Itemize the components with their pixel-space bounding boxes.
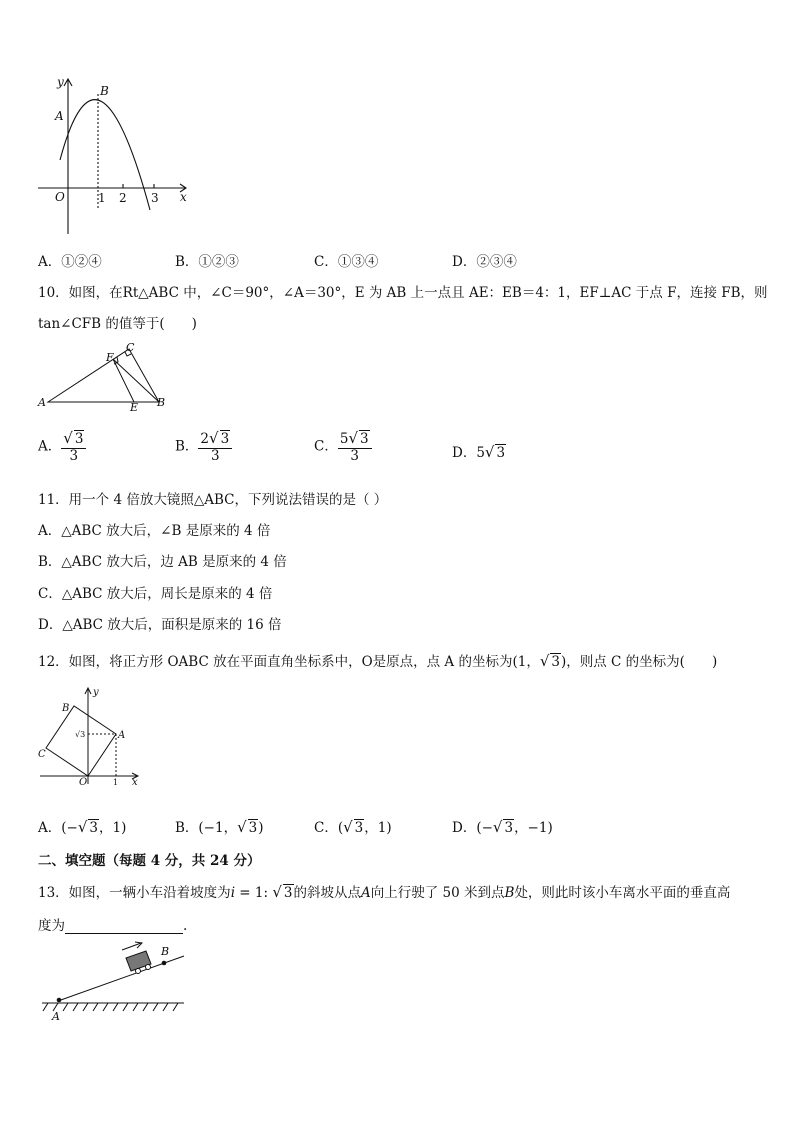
q9-label-b: B <box>100 84 109 98</box>
q12-option-b: B．(−1，√ 3) <box>175 818 264 836</box>
q9-label-y: y <box>57 75 64 89</box>
q12-stem: 12．如图，将正方形 OABC 放在平面直角坐标系中，O是原点，点 A 的坐标为(1，√ 3)，则点 C 的坐标为( ) <box>38 652 718 670</box>
q12-label-sqrt3: √3 <box>75 730 86 739</box>
q13-point-a <box>57 998 62 1003</box>
q10-segment-fb <box>113 359 159 402</box>
q13-stem-line1: 13．如图，一辆小车沿着坡度为i = 1: √ 3的斜坡从点A向上行驶了 50 米到点B处，则此时该小车离水平面的垂直高 <box>38 883 731 901</box>
q13-ground-hatching <box>43 1003 178 1011</box>
q9-option-b: B．①②③ <box>175 254 239 270</box>
q13-cart-icon <box>126 951 151 974</box>
q10-label-f: F <box>106 351 114 364</box>
q13-stem-line2: 度为 . <box>38 918 188 934</box>
q11-option-c: C．△ABC 放大后，周长是原来的 4 倍 <box>38 586 273 602</box>
q12-label-b: B <box>62 703 70 714</box>
q10-triangle-figure <box>36 340 176 415</box>
q13-answer-blank[interactable] <box>65 919 183 934</box>
q13-label-b: B <box>161 945 170 958</box>
q9-option-a: A．①②④ <box>38 254 102 270</box>
q9-label-x: x <box>180 190 187 204</box>
q10-stem-line1: 10．如图，在Rt△ABC 中，∠C＝90°，∠A＝30°，E 为 AB 上一点且 AE：EB＝4：1，EF⊥AC 于点 F，连接 FB，则 <box>38 285 768 301</box>
q12-square-figure <box>34 684 144 790</box>
q10-triangle-abc <box>48 349 159 402</box>
q12-option-c: C．(√ 3，1) <box>314 818 392 836</box>
q10-label-c: C <box>126 341 135 354</box>
q10-stem-line2: tan∠CFB 的值等于( ) <box>38 316 197 332</box>
q9-label-a: A <box>55 109 64 123</box>
q13-label-a: A <box>52 1010 60 1022</box>
q12-label-1: 1 <box>113 778 119 787</box>
q9-parabola-figure <box>30 72 195 242</box>
q13-point-b <box>162 961 167 966</box>
q12-option-d: D．(−√ 3，−1) <box>452 818 553 836</box>
q12-label-y: y <box>93 687 99 698</box>
q11-option-a: A．△ABC 放大后，∠B 是原来的 4 倍 <box>38 523 271 539</box>
q12-label-o: O <box>79 777 88 788</box>
q9-tick-label-2: 2 <box>119 191 127 205</box>
q10-label-e: E <box>130 401 139 414</box>
q9-label-o: O <box>55 190 65 204</box>
q9-option-d: D．②③④ <box>452 254 517 270</box>
q12-square-oabc <box>46 706 116 776</box>
q13-slope-figure <box>38 940 188 1022</box>
q9-tick-label-1: 1 <box>98 191 106 205</box>
q11-option-b: B．△ABC 放大后，边 AB 是原来的 4 倍 <box>38 554 287 570</box>
section2-title: 二、填空题（每题 4 分，共 24 分） <box>38 853 261 869</box>
q12-label-x: x <box>132 777 138 788</box>
q10-option-a: A． $\frac{√ 3}{3}$ <box>38 430 86 464</box>
q12-option-a: A．(−√ 3，1) <box>38 818 127 836</box>
q10-option-d: D．5√ 3 <box>452 443 506 461</box>
q9-tick-label-3: 3 <box>151 191 159 205</box>
q10-label-b: B <box>157 396 166 409</box>
q10-segment-ef <box>113 359 134 402</box>
q12-label-a: A <box>118 730 126 741</box>
q11-stem: 11．用一个 4 倍放大镜照△ABC，下列说法错误的是（ ） <box>38 492 388 508</box>
q12-label-c: C <box>38 749 46 760</box>
q10-option-c: C． $\frac{5√ 3}{3}$ <box>314 430 372 464</box>
q10-label-a: A <box>38 396 46 409</box>
q11-option-d: D．△ABC 放大后，面积是原来的 16 倍 <box>38 617 282 633</box>
q10-option-b: B． $\frac{2√ 3}{3}$ <box>175 430 232 464</box>
q9-option-c: C．①③④ <box>314 254 379 270</box>
